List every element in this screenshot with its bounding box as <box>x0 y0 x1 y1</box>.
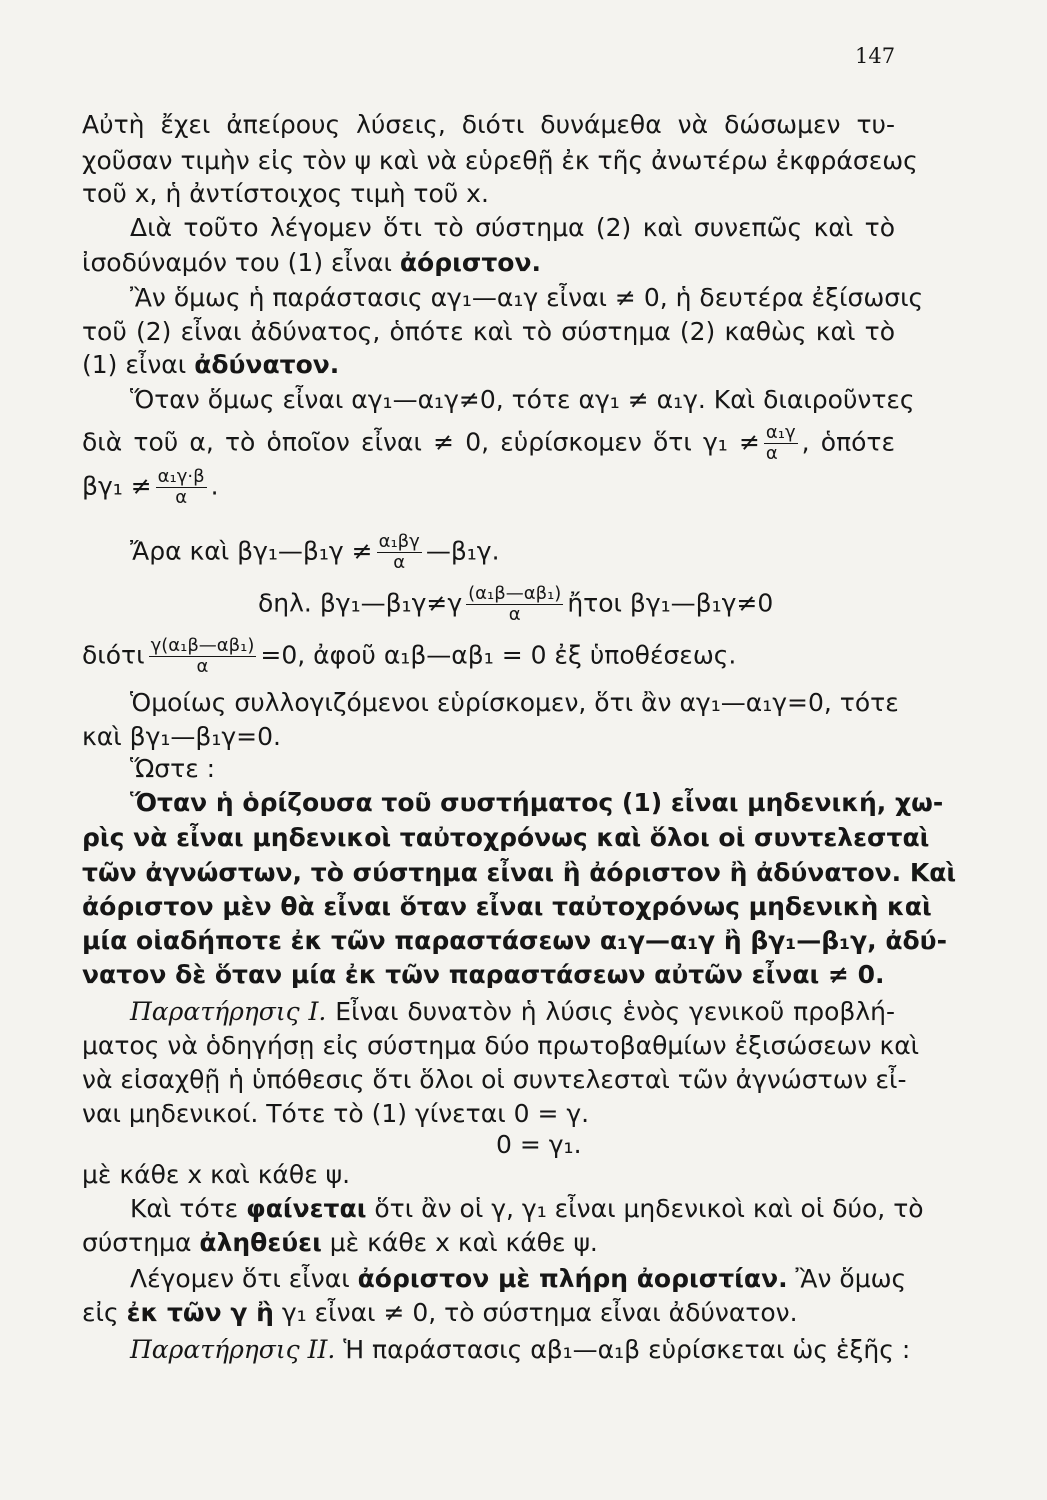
fraction-denominator: α <box>196 656 209 677</box>
text-segment: , ὁπότε <box>801 427 895 457</box>
bold-term: ἀληθεύει <box>199 1228 322 1257</box>
text-segment: βγ₁ ≠ <box>82 471 152 501</box>
bold-term: ἀόριστον. <box>399 248 541 277</box>
text-line: ματος νὰ ὁδηγήσῃ εἰς σύστημα δύο πρωτοβαθμίων ἐξισώσεων καὶ <box>82 1031 920 1060</box>
fraction-numerator: γ(α₁β—αβ₁) <box>150 635 255 656</box>
fraction <box>466 584 563 625</box>
remark-heading: Παρατήρησις Ι. <box>130 997 327 1026</box>
fraction <box>764 423 798 464</box>
fraction-numerator: α₁γ <box>765 422 796 443</box>
theorem-line: τῶν ἀγνώστων, τὸ σύστημα εἶναι ἢ ἀόριστον ἢ ἀδύνατον. Καὶ <box>82 858 957 887</box>
text-line: Ὅταν ὅμως εἶναι αγ₁—α₁γ≠0, τότε αγ₁ ≠ α₁γ. Καὶ διαιροῦντες <box>130 385 915 414</box>
text-line: καὶ βγ₁—β₁γ=0. <box>82 722 281 751</box>
bold-term: ἀδύνατον. <box>194 350 340 379</box>
text-line: χοῦσαν τιμὴν εἰς τὸν ψ καὶ νὰ εὑρεθῇ ἐκ τῆς ἀνωτέρω ἐκφράσεως <box>82 146 918 175</box>
text-segment: Ἂν ὅμως <box>787 1264 907 1293</box>
text-line: μὲ κάθε x καὶ κάθε ψ. <box>82 1160 351 1189</box>
fraction-denominator: α <box>175 487 188 508</box>
text-line <box>82 532 895 573</box>
remark-heading: Παρατήρησις ΙΙ. <box>130 1335 336 1364</box>
text-line <box>82 1192 924 1226</box>
text-line: Ὁμοίως συλλογιζόμενοι εὑρίσκομεν, ὅτι ἂν αγ₁—α₁γ=0, τότε <box>130 688 899 717</box>
text-line: Διὰ τοῦτο λέγομεν ὅτι τὸ σύστημα (2) καὶ συνεπῶς καὶ τὸ <box>130 213 895 242</box>
text-line: τοῦ (2) εἶναι ἀδύνατος, ὁπότε καὶ τὸ σύστημα (2) καθὼς καὶ τὸ <box>82 317 895 346</box>
text-line <box>82 1226 895 1260</box>
text-segment: ἤτοι βγ₁—β₁γ≠0 <box>567 588 774 618</box>
text-segment: ὅτι ἂν οἱ γ, γ₁ εἶναι μηδενικοὶ καὶ οἱ δύο, τὸ <box>366 1194 924 1223</box>
text-line: τοῦ x, ἡ ἀντίστοιχος τιμὴ τοῦ x. <box>82 179 489 208</box>
text-segment: διὰ τοῦ α, τὸ ὁποῖον εἶναι ≠ 0, εὑρίσκομεν ὅτι γ₁ ≠ <box>82 427 760 457</box>
text-line <box>82 1296 895 1330</box>
fraction <box>377 532 422 573</box>
text-line: νὰ εἰσαχθῇ ἡ ὑπόθεσις ὅτι ὅλοι οἱ συντελεσταὶ τῶν ἀγνώστων εἶ- <box>82 1065 907 1094</box>
text-segment: —β₁γ. <box>425 536 500 566</box>
text-line <box>82 348 895 382</box>
text-line: 0 = γ₁. <box>496 1130 582 1159</box>
page-number: 147 <box>855 44 896 68</box>
text-segment: εἰς <box>82 1298 127 1327</box>
text-line <box>82 995 895 1029</box>
theorem-line: μία οἱαδήποτε ἐκ τῶν παραστάσεων α₁γ—α₁γ ἢ βγ₁—β₁γ, ἀδύ- <box>82 926 947 955</box>
bold-term: ἀόριστον μὲ πλήρη ἀοριστίαν. <box>357 1264 788 1293</box>
text-segment: μὲ κάθε x καὶ κάθε ψ. <box>321 1228 598 1257</box>
text-segment: ἰσοδύναμόν του (1) εἶναι <box>82 248 400 277</box>
bold-term: ἐκ τῶν γ ἢ <box>126 1298 274 1327</box>
text-segment: Λέγομεν ὅτι εἶναι <box>130 1264 358 1293</box>
text-segment: σύστημα <box>82 1228 200 1257</box>
fraction <box>149 636 257 677</box>
theorem-line: ἀόριστον μὲν θὰ εἶναι ὅταν εἶναι ταὐτοχρόνως μηδενικὴ καὶ <box>82 892 932 921</box>
text-segment: Ἡ παράστασις αβ₁—α₁β εὑρίσκεται ὡς ἑξῆς : <box>335 1335 911 1364</box>
text-line: Ὥστε : <box>130 754 216 783</box>
theorem-line: ρὶς νὰ εἶναι μηδενικοὶ ταὐτοχρόνως καὶ ὅλοι οἱ συντελεσταὶ <box>82 823 930 852</box>
text-line <box>82 1333 911 1367</box>
text-line <box>82 584 895 625</box>
fraction-denominator: α <box>508 604 521 625</box>
text-line <box>82 636 895 677</box>
text-line: Ἂν ὅμως ἡ παράστασις αγ₁—α₁γ εἶναι ≠ 0, ἡ δευτέρα ἐξίσωσις <box>130 283 924 312</box>
fraction-denominator: α <box>393 552 406 573</box>
fraction-numerator: α₁βγ <box>378 531 420 552</box>
text-line <box>82 467 895 508</box>
bold-term: φαίνεται <box>246 1194 367 1223</box>
text-line <box>82 246 895 280</box>
text-line <box>82 423 895 464</box>
text-segment: (1) εἶναι <box>82 350 195 379</box>
text-segment: Ἄρα καὶ βγ₁—β₁γ ≠ <box>130 536 373 566</box>
text-line: Αὐτὴ ἔχει ἀπείρους λύσεις, διότι δυνάμεθα νὰ δώσωμεν τυ- <box>82 110 895 139</box>
text-segment: =0, ἀφοῦ α₁β—αβ₁ = 0 ἐξ ὑποθέσεως. <box>260 640 737 670</box>
fraction-numerator: α₁γ·β <box>157 466 205 487</box>
theorem-line: Ὅταν ἡ ὁρίζουσα τοῦ συστήματος (1) εἶναι μηδενική, χω- <box>130 788 944 817</box>
text-segment: Εἶναι δυνατὸν ἡ λύσις ἑνὸς γενικοῦ προβλή- <box>326 997 896 1026</box>
text-segment: γ₁ εἶναι ≠ 0, τὸ σύστημα εἶναι ἀδύνατον. <box>273 1298 798 1327</box>
fraction <box>156 467 207 508</box>
text-segment: . <box>210 471 219 501</box>
text-segment: διότι <box>82 640 145 670</box>
text-segment: δηλ. βγ₁—β₁γ≠γ <box>258 588 463 618</box>
text-line: ναι μηδενικοί. Τότε τὸ (1) γίνεται 0 = γ. <box>82 1099 590 1128</box>
fraction-denominator: α <box>765 443 778 464</box>
theorem-line: νατον δὲ ὅταν μία ἐκ τῶν παραστάσεων αὐτῶν εἶναι ≠ 0. <box>82 960 885 989</box>
text-line <box>82 1262 907 1296</box>
text-segment: Καὶ τότε <box>130 1194 247 1223</box>
fraction-numerator: (α₁β—αβ₁) <box>468 583 562 604</box>
